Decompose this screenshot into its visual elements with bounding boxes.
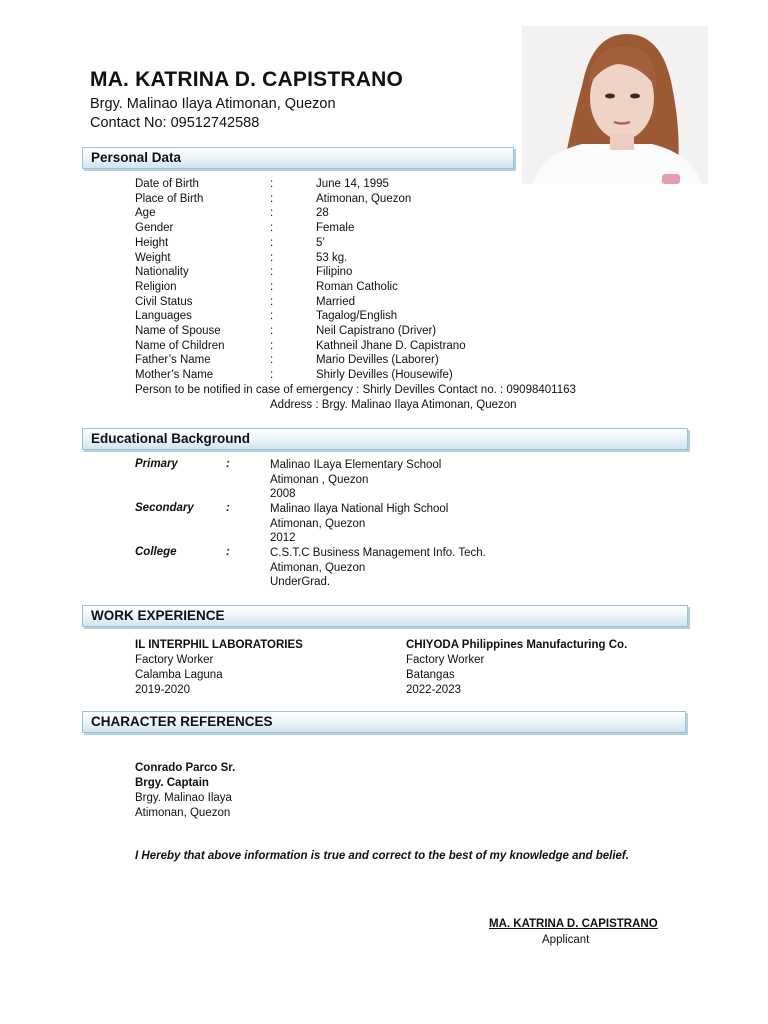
personal-colon: : bbox=[270, 207, 274, 220]
personal-label: Nationality bbox=[135, 266, 189, 279]
personal-colon: : bbox=[270, 354, 274, 367]
work-company: IL INTERPHIL LABORATORIES bbox=[135, 639, 303, 651]
personal-value: Roman Catholic bbox=[316, 280, 398, 293]
emergency-address: Address : Brgy. Malinao Ilaya Atimonan, Quezon bbox=[270, 399, 517, 411]
personal-colon: : bbox=[270, 325, 274, 337]
declaration: I Hereby that above information is true and correct to the best of my knowledge and belief. bbox=[135, 850, 629, 862]
education-details bbox=[270, 546, 486, 590]
personal-label: Name of Children bbox=[135, 339, 225, 352]
personal-label: Height bbox=[135, 236, 169, 249]
personal-value: Atimonan, Quezon bbox=[316, 192, 412, 205]
personal-value: 5’ bbox=[316, 236, 325, 249]
education-details bbox=[270, 502, 448, 546]
education-colon: : bbox=[226, 546, 230, 558]
work-years: 2019-2020 bbox=[135, 684, 190, 696]
personal-label: Weight bbox=[135, 251, 171, 264]
applicant-name: MA. KATRINA D. CAPISTRANO bbox=[90, 68, 403, 91]
personal-colon: : bbox=[270, 178, 274, 190]
work-location: Batangas bbox=[406, 669, 455, 681]
personal-label: Gender bbox=[135, 222, 174, 235]
portrait-image bbox=[522, 26, 708, 184]
personal-value: Kathneil Jhane D. Capistrano bbox=[316, 339, 466, 352]
section-header-references bbox=[82, 711, 686, 733]
personal-colon: : bbox=[270, 266, 274, 279]
personal-value: Tagalog/English bbox=[316, 310, 398, 323]
education-line: Atimonan, Quezon bbox=[270, 561, 366, 574]
personal-label: Religion bbox=[135, 280, 177, 293]
work-position: Factory Worker bbox=[135, 654, 214, 666]
section-header-education bbox=[82, 428, 688, 450]
personal-label: Mother’s Name bbox=[135, 369, 214, 382]
education-level: College bbox=[135, 546, 177, 558]
personal-colon: : bbox=[270, 222, 274, 235]
personal-colon: : bbox=[270, 310, 274, 323]
education-line: Malinao ILaya Elementary School bbox=[270, 459, 442, 471]
education-line: UnderGrad. bbox=[270, 576, 331, 589]
reference-address-line1: Brgy. Malinao Ilaya bbox=[135, 792, 232, 804]
section-title: Educational Background bbox=[91, 431, 251, 446]
section-header-work bbox=[82, 605, 688, 627]
personal-colon: : bbox=[270, 280, 274, 293]
personal-colon: : bbox=[270, 236, 274, 249]
personal-colon: : bbox=[270, 295, 274, 308]
section-header-personal bbox=[82, 147, 514, 169]
education-level: Secondary bbox=[135, 502, 194, 514]
section-title: WORK EXPERIENCE bbox=[91, 608, 225, 623]
personal-colon: : bbox=[270, 251, 274, 264]
section-title: Personal Data bbox=[91, 150, 182, 165]
personal-value: 53 kg. bbox=[316, 251, 348, 264]
personal-label: Father’s Name bbox=[135, 354, 211, 367]
personal-value: 28 bbox=[316, 207, 329, 220]
education-line: Atimonan , Quezon bbox=[270, 473, 369, 486]
section-title: CHARACTER REFERENCES bbox=[91, 714, 273, 729]
personal-value: Filipino bbox=[316, 266, 353, 279]
personal-value: Shirly Devilles (Housewife) bbox=[316, 369, 453, 382]
personal-value: June 14, 1995 bbox=[316, 178, 389, 190]
reference-title: Brgy. Captain bbox=[135, 777, 209, 789]
personal-label: Name of Spouse bbox=[135, 325, 221, 337]
education-details bbox=[270, 458, 441, 502]
education-colon: : bbox=[226, 458, 230, 470]
reference-name: Conrado Parco Sr. bbox=[135, 762, 236, 774]
applicant-photo bbox=[522, 26, 708, 184]
personal-label: Date of Birth bbox=[135, 178, 199, 190]
education-level: Primary bbox=[135, 458, 178, 470]
signature-name: MA. KATRINA D. CAPISTRANO bbox=[489, 918, 658, 930]
work-entry bbox=[406, 638, 627, 698]
personal-label: Civil Status bbox=[135, 295, 193, 308]
work-entry bbox=[135, 638, 303, 698]
work-position: Factory Worker bbox=[406, 654, 485, 666]
work-location: Calamba Laguna bbox=[135, 669, 223, 681]
personal-colon: : bbox=[270, 369, 274, 382]
applicant-address: Brgy. Malinao Ilaya Atimonan, Quezon bbox=[90, 96, 336, 112]
education-colon: : bbox=[226, 502, 230, 514]
personal-label: Place of Birth bbox=[135, 192, 204, 205]
personal-colon: : bbox=[270, 339, 274, 352]
signature-role: Applicant bbox=[542, 934, 590, 946]
personal-label: Languages bbox=[135, 310, 192, 323]
emergency-line: Person to be notified in case of emergency : Shirly Devilles Contact no. : 09098401163 bbox=[135, 384, 576, 396]
work-company: CHIYODA Philippines Manufacturing Co. bbox=[406, 639, 628, 651]
education-line: Malinao Ilaya National High School bbox=[270, 503, 449, 515]
reference-entry bbox=[135, 761, 235, 821]
education-line: C.S.T.C Business Management Info. Tech. bbox=[270, 547, 486, 559]
personal-value: Mario Devilles (Laborer) bbox=[316, 354, 439, 367]
education-line: 2008 bbox=[270, 488, 296, 501]
work-years: 2022-2023 bbox=[406, 684, 461, 696]
personal-value: Female bbox=[316, 222, 355, 235]
reference-address-line2: Atimonan, Quezon bbox=[135, 807, 231, 819]
personal-colon: : bbox=[270, 192, 274, 205]
applicant-contact: Contact No: 09512742588 bbox=[90, 115, 260, 131]
personal-value: Married bbox=[316, 295, 355, 308]
personal-label: Age bbox=[135, 207, 156, 220]
personal-value: Neil Capistrano (Driver) bbox=[316, 325, 437, 337]
education-line: Atimonan, Quezon bbox=[270, 517, 366, 530]
education-line: 2012 bbox=[270, 532, 296, 545]
